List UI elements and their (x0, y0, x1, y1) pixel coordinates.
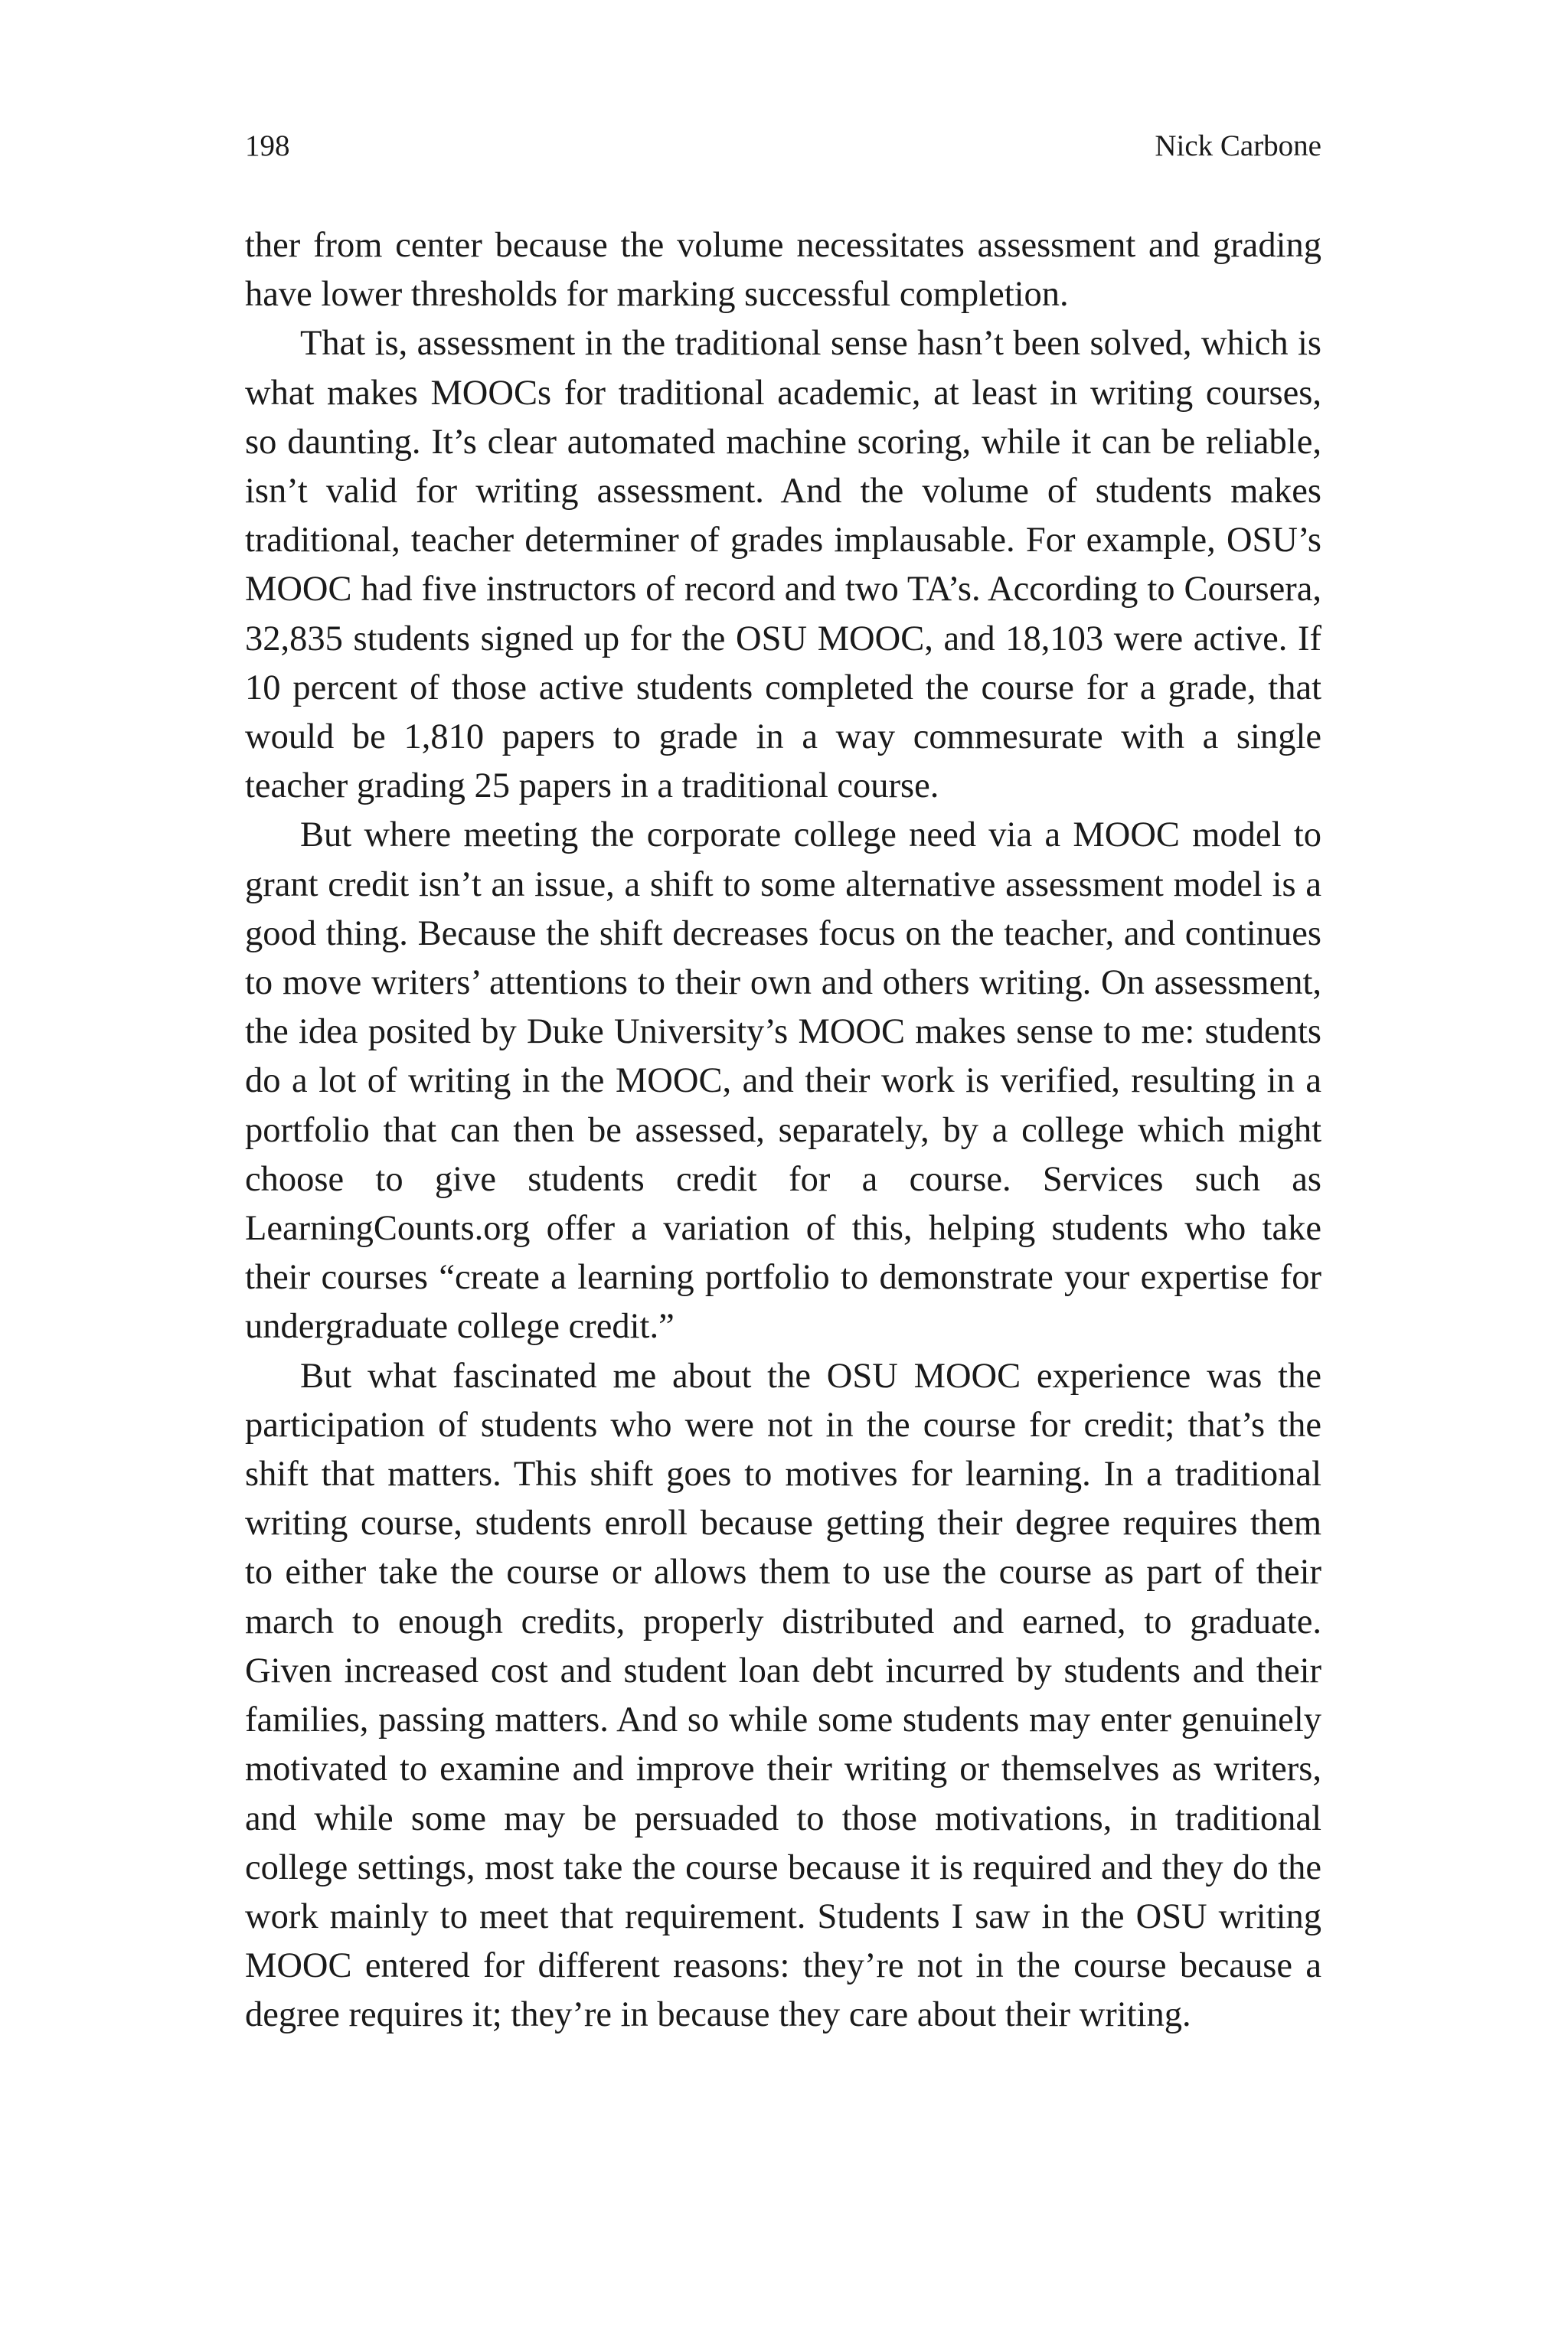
running-head-author: Nick Carbone (1155, 129, 1321, 162)
paragraph-continued: ther from center because the volume necessitates assessment and grading have lower thresholds for marking successful completion. (245, 226, 1321, 315)
paragraph: That is, assessment in the traditional sense hasn’t been solved, which is what makes MOOCs for traditional academic, at least in writing courses, so daunting. It’s clear automated machine scoring, while it can be reliable, isn’t valid for writing assessment. And the volume of students makes traditional, teacher determiner of grades implausable. For example, OSU’s MOOC had five instructors of record and two TA’s. According to Coursera, 32,835 students signed up for the OSU MOOC, and 18,103 were active. If 10 percent of those active students completed the course for a grade, that would be 1,810 papers to grade in a way commesurate with a single teacher grading 25 papers in a traditional course. (245, 324, 1321, 806)
paragraph: But where meeting the corporate college need via a MOOC model to grant credit isn’t an issue, a shift to some alternative assessment model is a good thing. Because the shift decreases focus on the teacher, and continues to move writers’ attentions to their own and others writing. On assessment, the idea posited by Duke University’s MOOC makes sense to me: students do a lot of writing in the MOOC, and their work is verified, resulting in a portfolio that can then be assessed, separately, by a college which might choose to give students credit for a course. Services such as LearningCounts.org offer a variation of this, helping students who take their courses “create a learning portfolio to demonstrate your expertise for undergraduate college credit.” (245, 815, 1321, 1347)
running-head (245, 126, 1321, 167)
paragraph: But what fascinated me about the OSU MOOC experience was the participation of students who were not in the course for credit; that’s the shift that matters. This shift goes to motives for learning. In a traditional writing course, students enroll because getting their degree requires them to either take the course or allows them to use the course as part of their march to enough credits, properly distributed and earned, to graduate. Given increased cost and student loan debt incurred by students and their families, passing matters. And so while some students may enter genuinely motivated to examine and improve their writing or themselves as writers, and while some may be persuaded to those motivations, in traditional college settings, most take the course because it is required and they do the work mainly to meet that requirement. Students I saw in the OSU writing MOOC entered for different reasons: they’re not in the course because a degree requires it; they’re in because they care about their writing. (245, 1356, 1321, 2035)
body-text (245, 221, 1321, 2040)
page-number: 198 (245, 129, 290, 162)
